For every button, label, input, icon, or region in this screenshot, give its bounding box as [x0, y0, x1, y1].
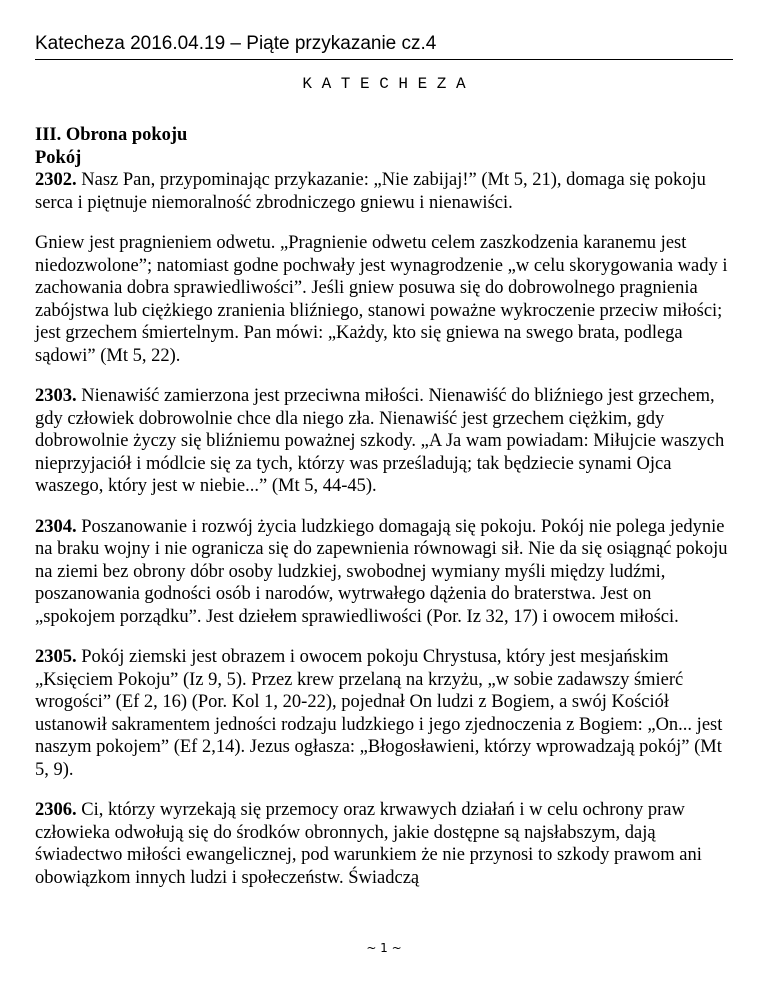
page-header: Katecheza 2016.04.19 – Piąte przykazanie cz.4 [35, 33, 437, 54]
section-subtitle: Pokój [35, 147, 82, 168]
paragraph-number: 2305. [35, 647, 77, 667]
paragraph-text: Gniew jest pragnieniem odwetu. „Pragnienie odwetu celem zaszkodzenia karanemu jest niedozwolone”; natomiast godne pochwały jest wynagrodzenie „w celu skorygowania wady i zachowania dobra sprawiedliwości”. Jeśli gniew posuwa się do dobrowolnego pragnienia zabójstwa lub ciężkiego zranienia bliźniego, stanowi poważne wykroczenie przeciw miłości; jest grzechem śmiertelnym. Pan mówi: „Każdy, kto się gniewa na swego brata, podlega sądowi” (Mt 5, 22). [35, 233, 728, 366]
paragraph-2302 [35, 169, 735, 214]
section-title: III. Obrona pokoju [35, 125, 188, 145]
document-heading: K A T E C H E Z A [302, 75, 466, 93]
document-body [35, 124, 735, 907]
header-divider [35, 59, 733, 60]
paragraph-text: Poszanowanie i rozwój życia ludzkiego domagają się pokoju. Pokój nie polega jedynie na braku wojny i nie ogranicza się do zapewnienia równowagi sił. Nie da się osiągnąć pokoju na ziemi bez obrony dóbr osoby ludzkiej, swobodnej wymiany myśli między ludźmi, poszanowania godności osób i narodów, wytrwałego dążenia do braterstwa. Jest on „spokojem porządku”. Jest dziełem sprawiedliwości (Por. Iz 32, 17) i owocem miłości. [35, 516, 728, 627]
paragraph-number: 2302. [35, 170, 77, 190]
paragraph-2304 [35, 516, 735, 629]
paragraph-gniew [35, 232, 735, 367]
paragraph-text: Pokój ziemski jest obrazem i owocem pokoju Chrystusa, który jest mesjańskim „Księciem Pokoju” (Iz 9, 5). Przez krew przelaną na krzyżu, „w sobie zadawszy śmierć wrogości” (Ef 2, 16) (Por. Kol 1, 20-22), pojednał On ludzi z Bogiem, a swój Kościół ustanowił sakramentem jedności rodzaju ludzkiego i jego zjednoczenia z Bogiem: „On... jest naszym pokojem” (Ef 2,14). Jezus ogłasza: „Błogosławieni, którzy wprowadzają pokój” (Mt 5, 9). [35, 647, 723, 780]
paragraph-2306 [35, 799, 735, 889]
page-number: ~ 1 ~ [366, 941, 402, 955]
paragraph-2303 [35, 385, 735, 498]
paragraph-number: 2304. [35, 516, 77, 537]
paragraph-number: 2303. [35, 386, 77, 406]
paragraph-2305 [35, 646, 735, 781]
paragraph-text: Ci, którzy wyrzekają się przemocy oraz krwawych działań i w celu ochrony praw człowieka odwołują się do środków obronnych, jakie dostępne są najsłabszym, dają świadectwo miłości ewangelicznej, pod warunkiem że nie przynosi to szkody prawom ani obowiązkom innych ludzi i społeczeństw. Świadczą [35, 800, 702, 888]
paragraph-text: Nienawiść zamierzona jest przeciwna miłości. Nienawiść do bliźniego jest grzechem, gdy człowiek dobrowolnie chce dla niego zła. Nienawiść jest grzechem ciężkim, gdy dobrowolnie życzy się bliźniemu poważnej szkody. „A Ja wam powiadam: Miłujcie waszych nieprzyjaciół i módlcie się za tych, którzy was prześladują; tak będziecie synami Ojca waszego, który jest w niebie...” (Mt 5, 44-45). [35, 386, 725, 496]
paragraph-number: 2306. [35, 800, 77, 820]
paragraph-text: Nasz Pan, przypominając przykazanie: „Nie zabijaj!” (Mt 5, 21), domaga się pokoju serca i piętnuje niemoralność zbrodniczego gniewu i nienawiści. [35, 170, 706, 213]
